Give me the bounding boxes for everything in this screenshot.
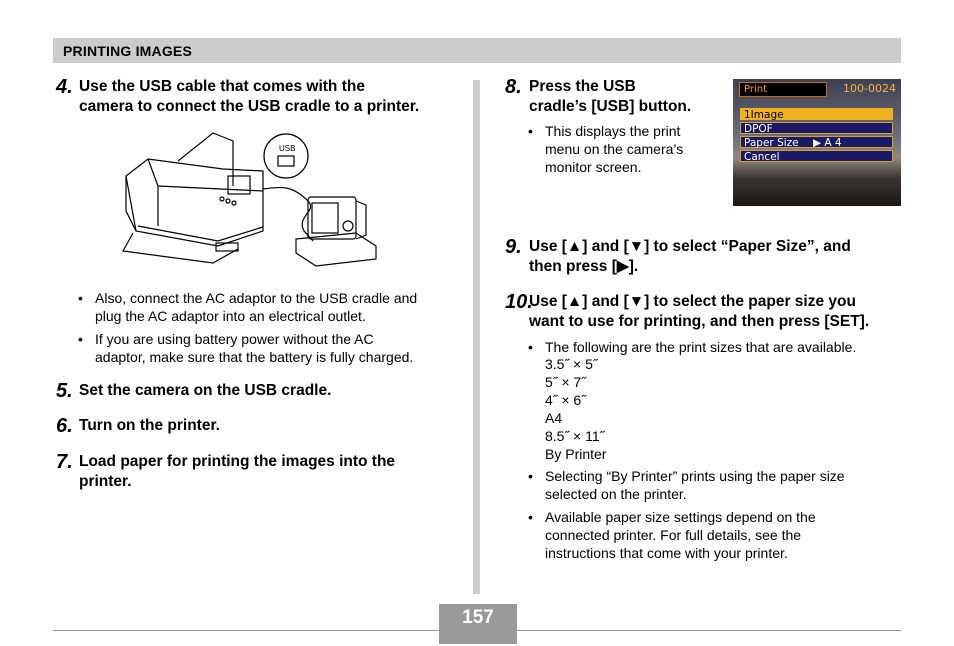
step-text-line1: Use the USB cable that comes with the (79, 78, 365, 95)
usb-cable (263, 187, 313, 241)
page-number: 157 (439, 604, 517, 644)
column-divider (473, 80, 480, 594)
print-size-item: 4˝ × 6˝ (545, 392, 586, 408)
step-number: 6. (56, 415, 73, 437)
bullet-ac-adaptor: • Also, connect the AC adaptor to the USB cradle and plug the AC adaptor into an electrical outlet. (78, 290, 418, 324)
step-number: 5. (56, 380, 73, 402)
step-10 (505, 291, 901, 339)
step-9 (505, 236, 901, 284)
usb-label: USB (279, 144, 296, 153)
bullet-line2: plug the AC adaptor into an electrical outlet. (95, 308, 366, 324)
print-size-item: A4 (545, 410, 563, 426)
step-text-line1: Load paper for printing the images into the (79, 453, 396, 470)
bullet-available-sizes: • Available paper size settings depend on the connected printer. For full details, see the instructions that come with your printer. (528, 509, 816, 561)
step-text-line2: camera to connect the USB cradle to a printer. (79, 98, 420, 115)
lcd-title: Print (739, 82, 827, 97)
step-text-line2: printer. (79, 473, 132, 490)
bullet-line3: monitor screen. (545, 159, 642, 175)
step-number: 8. (505, 76, 522, 98)
step-4 (56, 76, 466, 124)
lcd-paper-size-value: ▶ A 4 (813, 137, 842, 149)
bullet-line2: adaptor, make sure that the battery is fully charged. (95, 349, 414, 365)
lcd-menu-item-cancel: Cancel (740, 150, 893, 162)
bullet-line2: selected on the printer. (545, 486, 687, 502)
print-sizes-intro: The following are the print sizes that are available. (545, 339, 857, 355)
step-text-line2: want to use for printing, and then press [SET]. (529, 313, 870, 330)
print-size-item: 5˝ × 7˝ (545, 374, 586, 390)
print-size-item: By Printer (545, 446, 607, 462)
step-number: 9. (505, 236, 522, 258)
bullet-line1: If you are using battery power without the AC (95, 331, 374, 347)
step-text-line1: Use [▲] and [▼] to select “Paper Size”, and (529, 238, 851, 255)
bullet-line1: This displays the print (545, 123, 681, 139)
step-text-line1: Press the USB (529, 78, 636, 95)
step-5 (56, 380, 466, 406)
section-header-bar (53, 38, 901, 63)
step-6 (56, 415, 466, 441)
lcd-file-number: 100-0024 (843, 82, 896, 95)
bullet-by-printer: • Selecting “By Printer” prints using the paper size selected on the printer. (528, 468, 845, 502)
output-tray (123, 233, 238, 263)
printer-panel (228, 176, 250, 194)
print-size-item: 3.5˝ × 5˝ (545, 356, 598, 372)
lcd-menu-item-paper-size: Paper Size ▶ A 4 (740, 136, 893, 148)
lcd-menu-item-dpof: DPOF (740, 122, 893, 134)
paper-sheet (178, 133, 233, 186)
step-text: Turn on the printer. (79, 417, 220, 434)
step-text-line2: cradle’s [USB] button. (529, 98, 692, 115)
bullet-line3: instructions that come with your printer. (545, 545, 788, 561)
bullet-line1: Selecting “By Printer” prints using the paper size (545, 468, 845, 484)
step-number: 7. (56, 451, 73, 473)
bullet-print-sizes: • The following are the print sizes that are available. 3.5˝ × 5˝ 5˝ × 7˝ 4˝ × 6˝ A4 8.5˝ × 11˝ By Printer (528, 339, 857, 462)
step-8 (505, 76, 725, 124)
step-text-line2: then press [▶]. (529, 258, 639, 275)
step-number: 4. (56, 76, 73, 98)
camera-lcd-screen (733, 79, 901, 206)
step-number: 10. (505, 291, 533, 313)
bullet-print-menu: • This displays the print menu on the camera’s monitor screen. (528, 123, 684, 175)
bullet-line1: Available paper size settings depend on the (545, 509, 816, 525)
printer-cradle-illustration (118, 131, 378, 271)
print-size-item: 8.5˝ × 11˝ (545, 428, 605, 444)
bullet-battery: • If you are using battery power without the AC adaptor, make sure that the battery is fully charged. (78, 331, 414, 365)
bullet-line2: connected printer. For full details, see the (545, 527, 802, 543)
bullet-line1: Also, connect the AC adaptor to the USB cradle and (95, 290, 418, 306)
step-7 (56, 451, 466, 499)
step-text-line1: Use [▲] and [▼] to select the paper size you (529, 293, 856, 310)
bullet-line2: menu on the camera’s (545, 141, 684, 157)
step-text: Set the camera on the USB cradle. (79, 382, 332, 399)
section-title: PRINTING IMAGES (63, 43, 193, 59)
lcd-menu-item-1image: 1Image (740, 108, 893, 120)
